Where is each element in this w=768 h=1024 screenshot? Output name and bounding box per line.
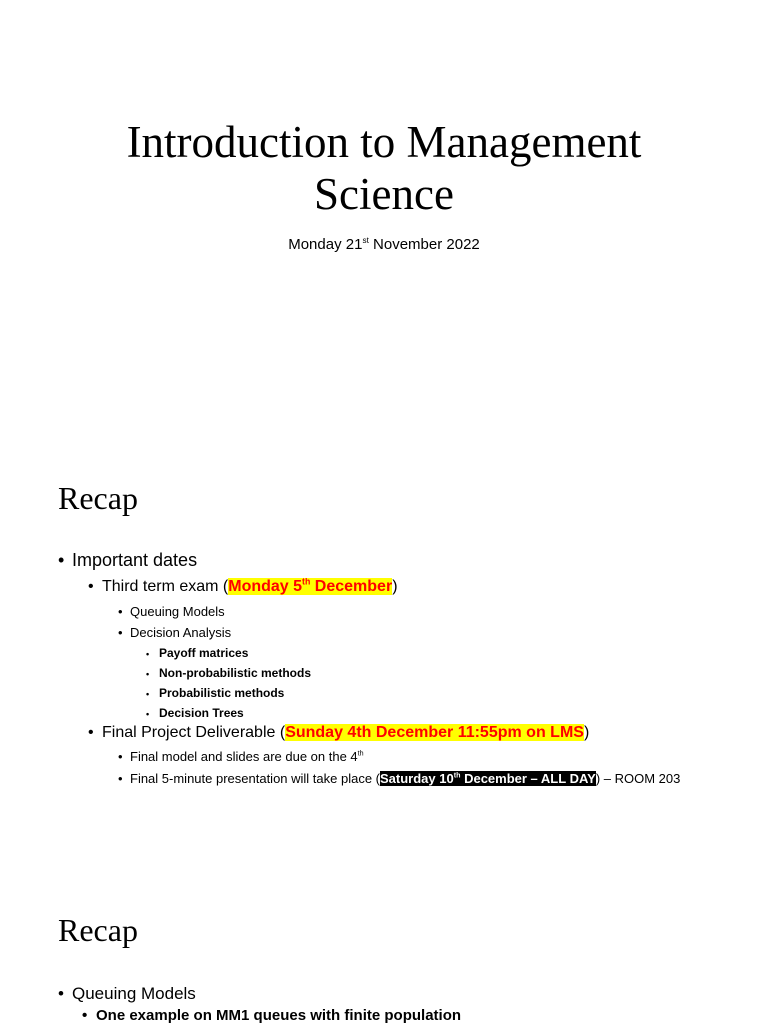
- slide-heading: Recap: [58, 912, 138, 948]
- slide-title: Introduction to Management Science: [126, 117, 642, 219]
- bullet-queuing-models: • Queuing Models: [72, 984, 196, 1004]
- deliverable-date-highlight: Sunday 4th December 11:55pm on LMS: [285, 724, 584, 741]
- bullet-important-dates: • Important dates: [72, 550, 197, 571]
- slide-date: Monday 21st November 2022: [288, 236, 480, 253]
- bullet-queuing-models: • Queuing Models: [130, 604, 225, 619]
- title-slide: [0, 0, 768, 432]
- exam-date-highlight: Monday 5th December: [228, 576, 393, 595]
- recap-slide-dates: [0, 432, 768, 864]
- bullet-final-project: • Final Project Deliverable (Sunday 4th December 11:55pm on LMS): [102, 724, 589, 742]
- bullet-decision-trees: • Decision Trees: [159, 706, 244, 720]
- recap-slide-queuing: [0, 864, 768, 1024]
- bullet-decision-analysis: • Decision Analysis: [130, 625, 231, 640]
- slide-heading: Recap: [58, 480, 138, 516]
- bullet-non-probabilistic: • Non-probabilistic methods: [159, 666, 311, 680]
- bullet-payoff-matrices: • Payoff matrices: [159, 646, 248, 660]
- bullet-final-model: • Final model and slides are due on the 4th: [130, 749, 364, 764]
- bullet-probabilistic: • Probabilistic methods: [159, 686, 284, 700]
- bullet-third-term-exam: • Third term exam (Monday 5th December): [102, 578, 398, 596]
- bullet-final-presentation: • Final 5-minute presentation will take place (Saturday 10th December – ALL DAY) – ROOM 203: [130, 771, 720, 787]
- bullet-mm1-example: • One example on MM1 queues with finite population: [96, 1007, 461, 1024]
- presentation-date-highlight: Saturday 10th December – ALL DAY: [380, 771, 596, 786]
